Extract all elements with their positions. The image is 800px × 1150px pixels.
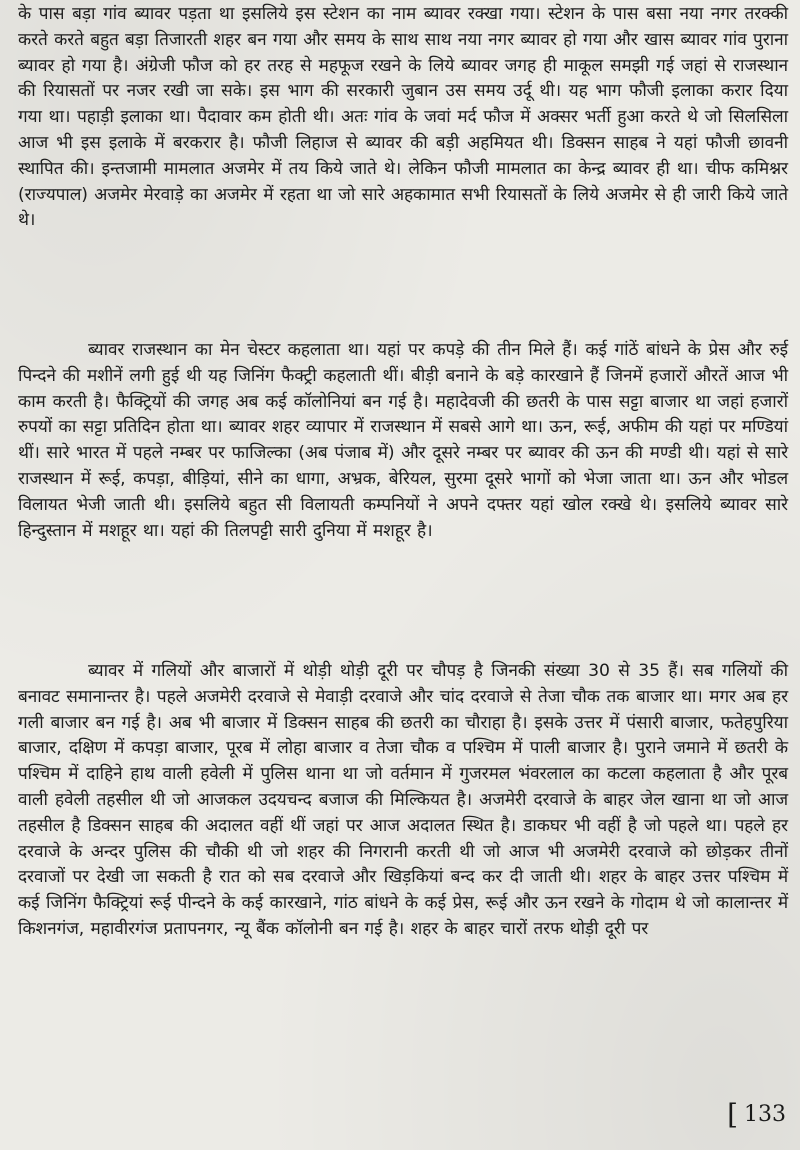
page-number bbox=[727, 1098, 786, 1131]
paragraph-2: ब्यावर राजस्थान का मेन चेस्टर कहलाता था। यहां पर कपड़े की तीन मिले हैं। कई गांठें बांधने के प्रेस और रुई पिन्दने की मशीनें लगी हुई थी यह जिनिंग फैक्ट्री कहलाती थीं। बीड़ी बनाने के बड़े कारखाने हैं जिनमें हजारों औरतें आज भी काम करती है। फैक्ट्रियों की जगह अब कई कॉलोनियां बन गई है। महादेवजी की छतरी के पास सट्टा बाजार था जहां हजारों रुपयों का सट्टा प्रतिदिन होता था। ब्यावर शहर व्यापार में राजस्थान में सबसे आगे था। ऊन, रूई, अफीम की यहां पर मण्डियां थीं। सारे भारत में पहले नम्बर पर फाजिल्का (अब पंजाब में) और दूसरे नम्बर पर ब्यावर की ऊन की मण्डी थी। यहां से सारे राजस्थान में रूई, कपड़ा, बीड़ियां, सीने का धागा, अभ्रक, बेरियल, सुरमा दूसरे भागों को भेजा जाता था। ऊन और भोडल विलायत भेजी जाती थी। इसलिये बहुत सी विलायती कम्पनियों ने अपने दफ्तर यहां खोल रक्खे थे। इसलिये ब्यावर सारे हिन्दुस्तान में मशहूर था। यहां की तिलपट्टी सारी दुनिया में मशहूर है। bbox=[18, 340, 788, 541]
paragraph-1: के पास बड़ा गांव ब्यावर पड़ता था इसलिये इस स्टेशन का नाम ब्यावर रक्खा गया। स्टेशन के पास बसा नया नगर तरक्की करते करते बहुत बड़ा तिजारती शहर बन गया और समय के साथ साथ नया नगर ब्यावर हो गया और खास ब्यावर गांव पुराना ब्यावर हो गया है। अंग्रेजी फौज को हर तरह से महफूज रखने के लिये ब्यावर जगह ही माकूल समझी गई जहां से राजस्थान की रियासतों पर नजर रखी जा सके। इस भाग की सरकारी जुबान उस समय उर्दू थी। यह भाग फौजी इलाका करार दिया गया था। पहाड़ी इलाका था। पैदावार कम होती थी। अतः गांव के जवां मर्द फौज में अक्सर भर्ती हुआ करते थे जो सिलसिला आज भी इस इलाके में बरकरार है। फौजी लिहाज से ब्यावर की बड़ी अहमियत थी। डिक्सन साहब ने यहां फौजी छावनी स्थापित की। इन्तजामी मामलात अजमेर में तय किये जाते थे। लेकिन फौजी मामलात का केन्द्र ब्यावर ही था। चीफ कमिश्नर (राज्यपाल) अजमेर मेरवाड़े का अजमेर में रहता था जो सारे अहकामात सभी रियासतों के लिये अजमेर से ही जारी किये जाते थे। bbox=[18, 4, 788, 231]
paragraph-3: ब्यावर में गलियों और बाजारों में थोड़ी थोड़ी दूरी पर चौपड़ है जिनकी संख्या 30 से 35 हैं। सब गलियों की बनावट समानान्तर है। पहले अजमेरी दरवाजे से मेवाड़ी दरवाजे और चांद दरवाजे से तेजा चौक तक बाजार था। मगर अब हर गली बाजार बन गई है। अब भी बाजार में डिक्सन साहब की छतरी का चौराहा है। इसके उत्तर में पंसारी बाजार, फतेहपुरिया बाजार, दक्षिण में कपड़ा बाजार, पूरब में लोहा बाजार व तेजा चौक व पश्चिम में पाली बाजार है। पुराने जमाने में छतरी के पश्चिम में दाहिने हाथ वाली हवेली में पुलिस थाना था जो वर्तमान में गुजरमल भंवरलाल का कटला कहलाता है और पूरब वाली हवेली तहसील थी जो आजकल उदयचन्द बजाज की मिल्कियत है। अजमेरी दरवाजे के बाहर जेल खाना था जो आज तहसील है डिक्सन साहब की अदालत वहीं थीं जहां पर आज अदालत स्थित है। डाकघर भी वहीं है जो पहले था। पहले हर दरवाजे के अन्दर पुलिस की चौकी थी जो शहर की निगरानी करती थी जो आज भी अजमेरी दरवाजे को छोड़कर तीनों दरवाजों पर देखी जा सकती है रात को सब दरवाजे और खिड़कियां बन्द कर दी जाती थी। शहर के बाहर उत्तर पश्चिम में कई जिनिंग फैक्ट्रियां रूई पीन्दने के कई कारखाने, गांठ बांधने के कई प्रेस, रूई और ऊन रखने के गोदाम थे जो कालान्तर में किशनगंज, महावीरगंज प्रतापनगर, न्यू बैंक कॉलोनी बन गई है। शहर के बाहर चारों तरफ थोड़ी दूरी पर bbox=[18, 661, 789, 939]
page-number-value: 133 bbox=[744, 1102, 786, 1127]
page-number-bracket: [ bbox=[727, 1098, 738, 1131]
